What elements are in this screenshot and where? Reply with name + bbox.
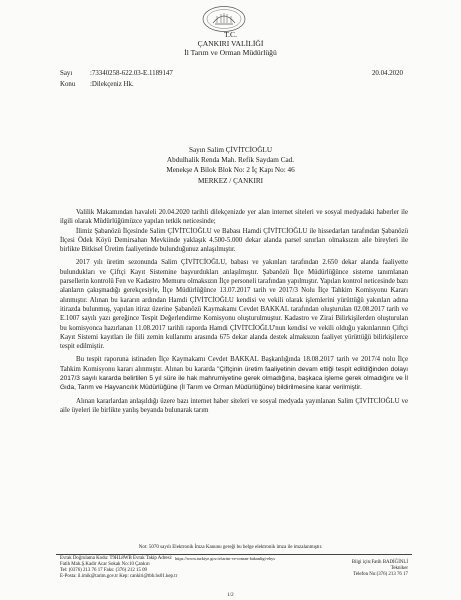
ministry-logo-icon [201,5,247,33]
paragraph-2: İlimiz Şabanözü İlçesinde Salim ÇİVİTCİOĞLU ve Babası Hamdi ÇİVİTCİOĞLU ile hissedarları tarafından Şabanözü İlçesi Ödek Köyü Demirsahan Mevkiinde yaklaşık 4.500-5.000 dekar alanda parsel sınırları olmaksızın aile bireyleri ile birlikte Bitkisel Üretim faaliyetinde bulunduğunuz anlaşılmıştır. [60,227,408,254]
info-contact: Bilgi için:Fatih BADİĞİNLİ [351,560,408,565]
letter-body [60,208,408,415]
info-title: Tekniker [390,566,408,571]
page-number: 1/2 [227,593,234,598]
meta-konu [60,81,134,88]
paragraph-4-text: Bu tespit raporuna istinaden İlçe Kaymakamı Cevdet BAKKAL Başkanlığında 18.08.2017 tarih ve 2017/4 nolu İlçe Tahkim Komisyonu kararı alınmıştır. Alınan bu kararda [60,356,408,373]
konu-value: :Dilekçeniz Hk. [90,81,134,88]
footer-email: E-Posta: il.imik@tarim.gov.tr Kep: cankiri@tbb.hs01.kep.tr [60,574,178,579]
konu-label: Konu [60,81,76,88]
meta-sayi [60,70,173,77]
e-signature-note: Not: 5070 sayılı Elektronik İmza Kanunu gereği bu belge elektronik imza ile imzalanmıştır. [138,545,323,550]
addressee-building: Menekşe A Bilok Blok No: 2 İç Kapı No: 46 [166,166,295,174]
header-tc: T.C. [224,30,237,39]
sayi-label: Sayı [60,70,73,77]
footer-phone: Tel: (0376) 213 76 17 Faks: (376) 212 15 09 [60,568,148,573]
verification-url[interactable]: https://www.turkiye.gov.tr/tarim-ve-orman-bakanligi-ebys [174,556,276,561]
header-governorship: ÇANKIRI VALİLİĞİ [197,39,264,48]
footer-divider [56,554,412,555]
addressee-name: Sayın Salim ÇİVİTCİOĞLU [188,146,273,154]
paragraph-4 [60,355,408,392]
paragraph-4-quote: "Çiftçinin üretim faaliyetinin devam ettiği tespit edildiğinden dolayı 2017/3 sayılı kararda belirtilen 5 yıl süre ile hak mahrumiyetine gerek olmadığına, başkaca işleme gerek olmadığını ve İl Gıda, Tarım ve Hayvancılık Müdürlüğüne (İl Tarım ve Orman Müdürlüğüne) bildirilmesine karar verilmiştir. [60,365,408,392]
paragraph-5: Alınan kararlardan anlaşıldığı üzere bazı internet haber siteleri ve sosyal medyada yayınlanan Salim ÇİVİTCİOĞLU ve aile üyeleri ile birlikte yanlış beyanda bulunarak tarım [60,397,408,414]
addressee-street: Abdulhalik Renda Mah. Refik Saydam Cad. [166,156,295,164]
paragraph-1: Valilik Makamından havaleli 20.04.2020 tarihli dilekçenizde yer alan internet siteleri ve sosyal medyadaki haberler ile ilgili olarak Müdürlüğümüzce yapılan tetkik neticesinde; [60,209,408,226]
footer-info [340,560,408,578]
header-directorate: İl Tarım ve Orman Müdürlüğü [184,48,277,57]
sayi-value: :73340258-622.03-E.1189147 [90,70,173,77]
verification-code: Evrak Doğrulama Kodu: T9HL8WB Evrak Takip Adresi: [60,556,173,561]
paragraph-3: 2017 yılı üretim sezonunda Salim ÇİVİTCİOĞLU, babası ve yakınları tarafından 2.650 dekar alanda faaliyette bulundukları ve Çiftçi Kayıt Sistemine başvurdukları anlaşılmıştır. Şabanözü İlçe Müdürlüğünce sisteme tanımlanan parsellerin kontrolü Fen ve Kadastro Memuru olmaksızın İlçe personeli tarafından yapılmıştır. Yapılan kontrol neticesinde bazı alanların çakışmadığı gerekçesiyle, İlçe Müdürlüğünce 13.07.2017 tarih ve 2017/3 Nolu İlçe Tahkim Komisyonu Kararı alınmıştır. Alınan bu kararın ardından Hamdi ÇİVİTCİOĞLU kendisi ve vekili olarak işlemlerini yürüttüğü yakınları adına itirazda bulunmuş, yapılan itiraz üzerine Şabanözü Kaymakamı Cevdet BAKKAL tarafından oluşturulan 02.08.2017 tarih ve E.1007 sayılı yazı gereğince Tespit Değerlendirme Komisyonu oluşturulmuştur. Kadastro ve Zirai Bilirkişilerden oluşturulan bu komisyonca hazırlanan 11.08.2017 tarihli raporda Hamdi ÇİVİTCİOĞLU'nun kendisi ve vekili olduğu yakınlarının Çiftçi Kayıt Sistemi kayıtları ile fiili zemin kullanımı arasında 675 dekar alanda destek almaksızın faaliyet yürüttüğü bilirkişilerce tespit edilmiştir. [60,259,408,351]
document-date: 20.04.2020 [371,70,403,77]
footer-address: Fatih Mah.Ş.Kadir Acar Sokak No:10 Çankırı [60,562,150,567]
addressee-city: MERKEZ / ÇANKIRI [197,177,264,185]
info-phone: Telefon No:(376) 213 76 17 [353,572,408,577]
